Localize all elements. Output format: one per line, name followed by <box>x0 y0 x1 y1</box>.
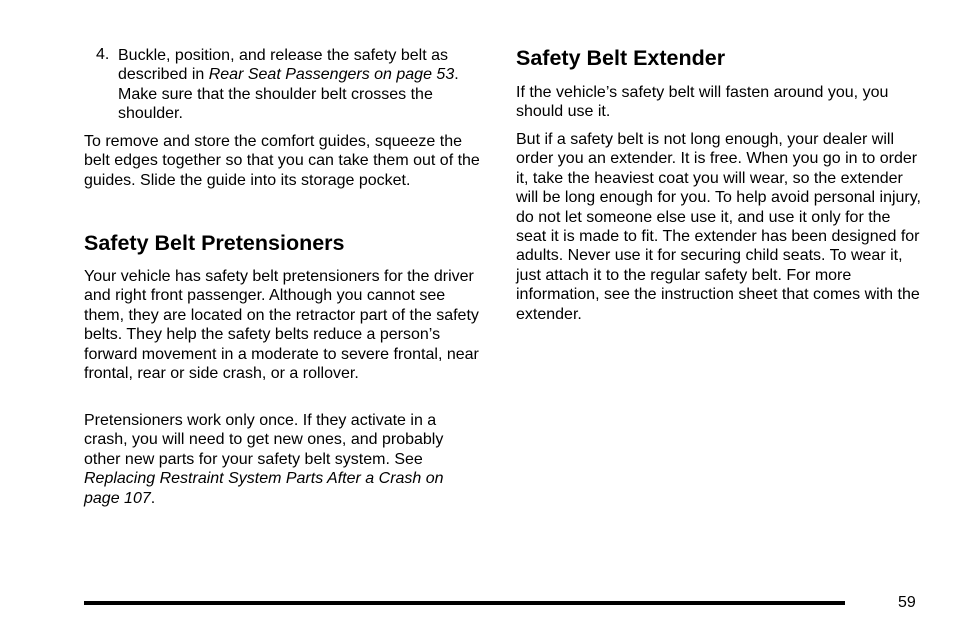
step-number: 4. <box>96 46 110 63</box>
heading-safety-belt-pretensioners: Safety Belt Pretensioners <box>84 231 345 255</box>
step-text-part-1: Buckle, position, and release the safety belt as described in <box>118 47 448 84</box>
step-text-part-2: . Make sure that the shoulder belt crosses the shoulder. <box>118 66 459 123</box>
list-item-step-4 <box>96 46 486 124</box>
cross-reference-replacing-restraint-system-parts: Replacing Restraint System Parts After a Crash on page 107 <box>84 470 444 507</box>
paragraph-remove-comfort-guides: To remove and store the comfort guides, squeeze the belt edges together so that you can take them out of the guides. Slide the guide into its storage pocket. <box>84 133 480 189</box>
step-text <box>118 46 486 124</box>
paragraph-pretensioners-description: Your vehicle has safety belt pretensioners for the driver and right front passenger. Although you cannot see them, they are located on the retractor part of the safety belts. They help the safety belts reduce a person’s forward movement in a moderate to severe frontal, near frontal, rear or side crash, or a rollover. <box>84 268 479 383</box>
footer-rule <box>84 601 845 605</box>
paragraph-extender-use: If the vehicle’s safety belt will fasten around you, you should use it. <box>516 84 889 121</box>
page-number: 59 <box>898 594 916 611</box>
paragraph-pretensioners-replacement <box>84 411 476 508</box>
pretensioners-text-part-1: Pretensioners work only once. If they activate in a crash, you will need to get new ones, and probably other new parts for your safety belt system. See <box>84 412 444 468</box>
paragraph-extender-details: But if a safety belt is not long enough, your dealer will order you an extender. It is free. When you go in to order it, take the heaviest coat you will wear, so the extender will be long enough for you. To help avoid personal injury, do not let someone else use it, and use it only for the seat it is made to fit. The extender has been designed for adults. Never use it for securing child seats. To wear it, just attach it to the regular safety belt. For more information, see the instruction sheet that comes with the extender. <box>516 131 921 323</box>
pretensioners-text-part-2: . <box>150 489 156 507</box>
cross-reference-rear-seat-passengers: Rear Seat Passengers on page 53 <box>208 66 455 84</box>
heading-safety-belt-extender: Safety Belt Extender <box>516 46 726 70</box>
